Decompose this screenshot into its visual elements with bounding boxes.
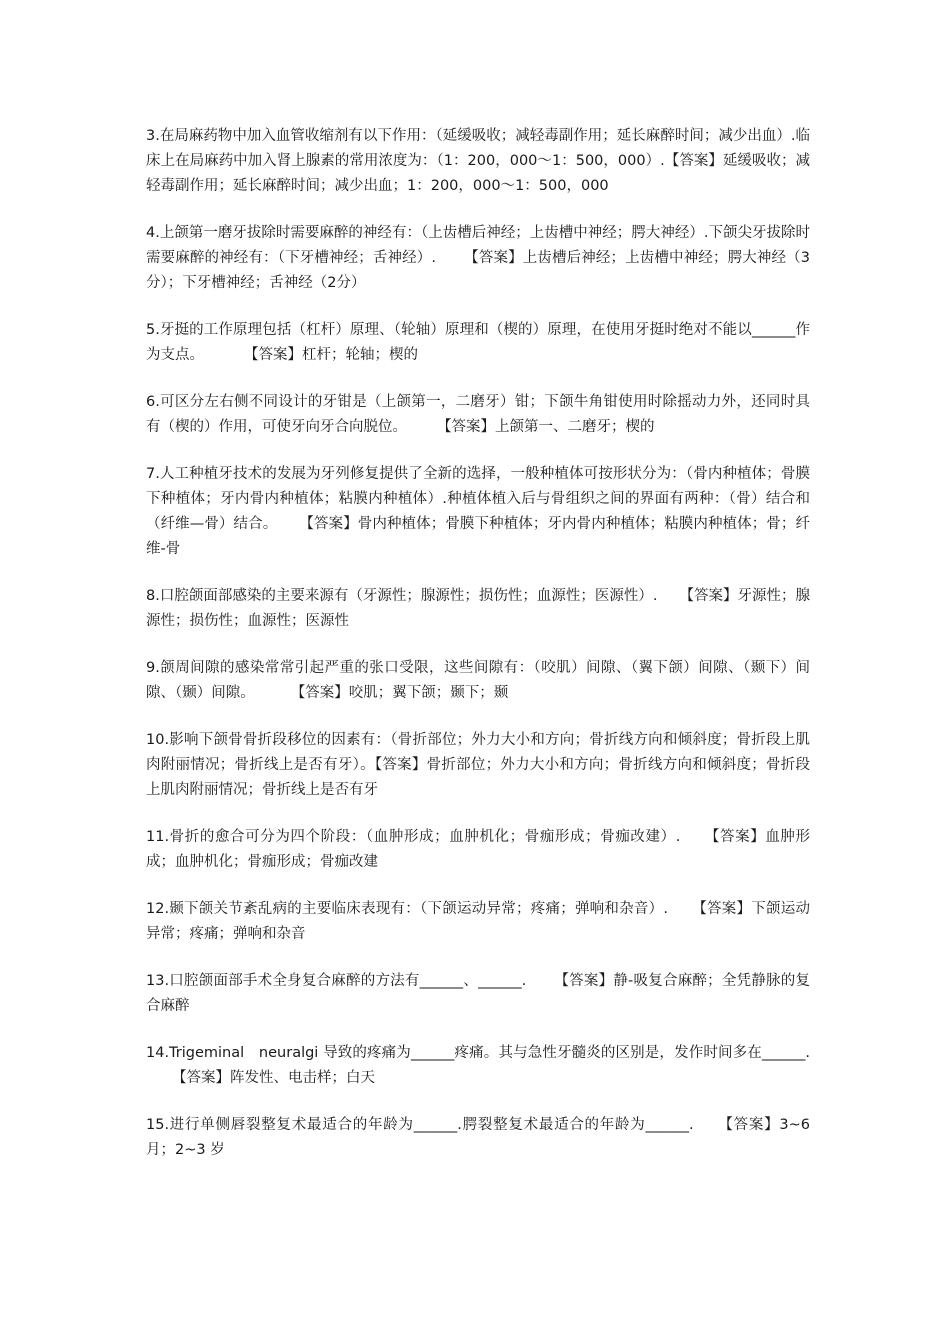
answer-text: 【答案】杠杆；轮轴；楔的 <box>244 347 418 363</box>
answer-text: 【答案】阵发性、电击样；白天 <box>172 1070 375 1086</box>
answer-text: 【答案】延缓吸收；减轻毒副作用；延长麻醉时间；减少出血；1：200，000～1：500，000 <box>146 153 811 194</box>
answer-text: 【答案】咬肌；翼下颌；颞下；颞 <box>290 685 509 701</box>
question-item-6 <box>146 390 810 440</box>
question-text: 12.颞下颌关节紊乱病的主要临床表现有：（下颌运动异常；疼痛；弹响和杂音）. <box>146 901 669 917</box>
answer-text: 【答案】骨折部位；外力大小和方向；骨折线方向和倾斜度；骨折段上肌肉附丽情况；骨折线上是否有牙 <box>146 757 811 798</box>
question-text: 4.上颌第一磨牙拔除时需要麻醉的神经有：（上齿槽后神经；上齿槽中神经；腭大神经）.下颌尖牙拔除时需要麻醉的神经有：（下牙槽神经；舌神经）. <box>146 225 810 266</box>
question-item-5 <box>146 318 810 368</box>
question-text: 13.口腔颌面部手术全身复合麻醉的方法有______、______. <box>146 973 527 989</box>
question-item-14 <box>146 1041 810 1091</box>
question-text: 8.口腔颌面部感染的主要来源有（牙源性；腺源性；损伤性；血源性；医源性）. <box>146 588 658 604</box>
question-item-13 <box>146 969 810 1019</box>
answer-text: 【答案】上颌第一、二磨牙；楔的 <box>437 419 655 435</box>
question-item-15 <box>146 1113 810 1163</box>
answer-text: 【答案】骨内种植体；骨膜下种植体；牙内骨内种植体；粘膜内种植体；骨；纤维-骨 <box>146 516 811 557</box>
question-item-4 <box>146 221 810 296</box>
answer-text: 【答案】下颌运动异常；疼痛；弹响和杂音 <box>146 901 810 942</box>
question-text: 11.骨折的愈合可分为四个阶段：（血肿形成；血肿机化；骨痂形成；骨痂改建）. <box>146 829 681 845</box>
question-text: 3.在局麻药物中加入血管收缩剂有以下作用：（延缓吸收；减轻毒副作用；延长麻醉时间；减少出血）.临床上在局麻药中加入肾上腺素的常用浓度为：（1：200，000～1：500，000）. <box>146 128 810 169</box>
question-item-9 <box>146 656 810 706</box>
question-text: 6.可区分左右侧不同设计的牙钳是（上颌第一，二磨牙）钳；下颌牛角钳使用时除摇动力外，还同时具有（楔的）作用，可使牙向牙合向脱位。 <box>146 394 810 435</box>
question-item-8 <box>146 584 810 634</box>
answer-text: 【答案】牙源性；腺源性；损伤性；血源性；医源性 <box>146 588 810 629</box>
question-text: 9.颌周间隙的感染常常引起严重的张口受限，这些间隙有：（咬肌）间隙、（翼下颌）间隙、（颞下）间隙、（颞）间隙。 <box>146 660 810 701</box>
question-text: 5.牙挺的工作原理包括（杠杆）原理、（轮轴）原理和（楔的）原理，在使用牙挺时绝对不能以______作为支点。 <box>146 322 810 363</box>
question-text: 14.Trigeminal neuralgi 导致的疼痛为______疼痛。其与急性牙髓炎的区别是，发作时间多在______. <box>146 1045 810 1061</box>
document-page <box>146 124 810 1163</box>
question-text: 7.人工种植牙技术的发展为牙列修复提供了全新的选择，一般种植体可按形状分为：（骨内种植体；骨膜下种植体；牙内骨内种植体；粘膜内种植体）.种植体植入后与骨组织之间的界面有两种：（骨）结合和（纤维—骨）结合。 <box>146 466 810 532</box>
question-item-3 <box>146 124 810 199</box>
answer-text: 【答案】静-吸复合麻醉；全凭静脉的复合麻醉 <box>146 973 811 1014</box>
question-item-10 <box>146 728 810 803</box>
question-text: 10.影响下颌骨骨折段移位的因素有：（骨折部位；外力大小和方向；骨折线方向和倾斜度；骨折段上肌肉附丽情况；骨折线上是否有牙）。 <box>146 732 810 773</box>
question-item-7 <box>146 462 810 562</box>
question-text: 15.进行单侧唇裂整复术最适合的年龄为______.腭裂整复术最适合的年龄为______. <box>146 1117 694 1133</box>
question-item-12 <box>146 897 810 947</box>
answer-text: 【答案】上齿槽后神经；上齿槽中神经；腭大神经（3分）；下牙槽神经；舌神经（2分） <box>146 250 810 291</box>
answer-text: 【答案】血肿形成；血肿机化；骨痂形成；骨痂改建 <box>146 829 811 870</box>
answer-text: 【答案】3~6 月；2~3 岁 <box>146 1117 810 1158</box>
question-item-11 <box>146 825 810 875</box>
